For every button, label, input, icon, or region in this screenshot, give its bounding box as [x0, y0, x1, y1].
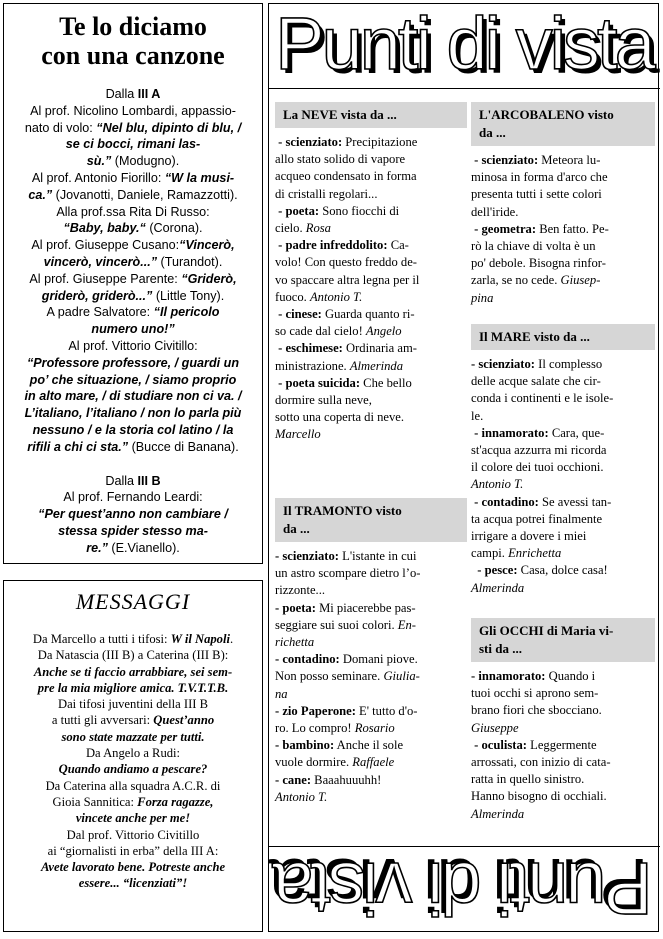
- snow-section: [275, 102, 467, 444]
- message-line: Da Caterina alla squadra A.C.R. di: [45, 778, 221, 793]
- message-line: Quando andiamo a pescare?: [58, 762, 208, 777]
- dedication-line: Al prof. Nicolino Lombardi, appassio-: [30, 103, 236, 118]
- dedication-line: Al prof. Antonio Fiorillo: “W la musi-: [31, 170, 235, 185]
- entry-line: po' debole. Bisogna rinfor-: [471, 256, 606, 271]
- entry-line: Almerinda: [471, 806, 525, 821]
- entry-line: tuoi occhi si aprono sem-: [471, 686, 599, 701]
- class-heading: Dalla III B: [105, 473, 161, 488]
- entry-line: na: [275, 686, 288, 701]
- dedication-line: Alla prof.ssa Rita Di Russo:: [56, 204, 210, 219]
- dedication-line: se ci bocci, rimani las-: [65, 137, 201, 152]
- title-line: con una canzone: [41, 41, 225, 70]
- entry: - poeta suicida: Che bello: [278, 375, 412, 390]
- entry-line: minosa in forma d'arco che: [471, 170, 608, 185]
- dedication-line: Al prof. Giuseppe Parente: “Griderò,: [29, 271, 237, 286]
- dedication-line: rifili a chi ci sta.” (Bucce di Banana).: [27, 439, 239, 454]
- entry-line: campi. Enrichetta: [471, 546, 562, 561]
- eyes-section: [471, 618, 655, 823]
- messages-list: [10, 631, 256, 892]
- entry-line: vo spaccare altra legna per il: [275, 272, 420, 287]
- entry-line: di cristalli regolari...: [275, 186, 378, 201]
- dedication-line: po’ che situazione, / siamo proprio: [29, 372, 237, 387]
- message-line: essere... “licenziati”!: [78, 876, 188, 891]
- entry-line: pina: [471, 290, 494, 305]
- entry-line: zarla, se no cede. Giusep-: [471, 273, 601, 288]
- entry: - eschimese: Ordinaria am-: [278, 341, 417, 356]
- entry-line: allo stato solido di vapore: [275, 152, 406, 167]
- entry-line: seggiare sui suoi colori. En-: [275, 617, 416, 632]
- message-line: Dai tifosi juventini della III B: [57, 697, 209, 712]
- entry: - scienziato: L'istante in cui: [275, 549, 417, 563]
- entry: - cane: Baaahuuuhh!: [275, 772, 382, 787]
- section-header: Il TRAMONTO visto da ...: [275, 498, 467, 542]
- section-header: L'ARCOBALENO visto da ...: [471, 102, 655, 146]
- entry-line: Almerinda: [471, 580, 525, 595]
- dedication-line: L’italiano, l’italiano / non lo parla più: [24, 406, 242, 421]
- entry-line: conda i continenti e le isole-: [471, 391, 614, 406]
- message-line: Gioia Sannitica: Forza ragazze,: [52, 794, 214, 809]
- entry: - padre infreddolito: Ca-: [278, 238, 409, 253]
- entry: - cinese: Guarda quanto ri-: [278, 307, 415, 322]
- message-line: Avete lavorato bene. Potreste anche: [40, 860, 226, 875]
- message-line: Anche se ti faccio arrabbiare, sei sem-: [33, 664, 233, 679]
- entry: - innamorato: Quando i: [471, 669, 596, 683]
- sea-section: [471, 324, 655, 597]
- dedication-line: Al prof. Vittorio Civitillo:: [68, 338, 198, 353]
- entry-line: dormire sulla neve,: [275, 393, 372, 408]
- dedication-line: in alto mare, / di studiare non ci va. /: [24, 389, 242, 404]
- entry-line: Marcello: [275, 427, 321, 442]
- entry-line: Giuseppe: [471, 720, 519, 735]
- section-header: Gli OCCHI di Maria vi- sti da ...: [471, 618, 655, 662]
- message-line: Dal prof. Vittorio Civitillo: [66, 827, 200, 842]
- entry-line: ro. Lo compro! Rosario: [275, 721, 395, 736]
- entry-line: Hanno bisogno di occhiali.: [471, 789, 607, 804]
- song-dedications-box: [3, 3, 263, 564]
- sunset-section: [275, 498, 467, 806]
- entry-line: ratta in quello sinistro.: [471, 772, 585, 787]
- dedication-line: A padre Salvatore: “Il pericolo: [46, 305, 220, 320]
- entry: - poeta: Mi piacerebbe pas-: [275, 600, 416, 615]
- entry-line: acqueo condensato in forma: [275, 169, 417, 184]
- dedication-line: “Per quest’anno non cambiare /: [38, 507, 228, 522]
- message-line: pre la mia migliore amica. T.V.T.T.B.: [37, 680, 229, 695]
- dedication-line: griderò, griderò...” (Little Tony).: [41, 288, 225, 303]
- entry: - pesce: Casa, dolce casa!: [477, 563, 608, 578]
- section-header: Il MARE visto da ...: [471, 324, 655, 350]
- points-of-view-panel: [268, 3, 659, 932]
- entry-line: volo! Con questo freddo de-: [275, 255, 417, 270]
- footer-banner-inverted: Punti di vista: [275, 847, 653, 930]
- dedication-line: vincerò, vincerò...” (Turandot).: [43, 254, 223, 269]
- entry-line: fuoco. Antonio T.: [275, 289, 363, 304]
- entry-line: Non posso seminare. Giulia-: [275, 669, 420, 684]
- dedication-line: nessuno / e la storia col latino / la: [32, 422, 234, 437]
- message-line: a tutti gli avversari: Quest’anno: [51, 713, 215, 728]
- entry: - poeta: Sono fiocchi di: [278, 203, 400, 218]
- entry: - contadino: Domani piove.: [275, 652, 418, 667]
- dedication-line: re.” (E.Vianello).: [86, 540, 180, 555]
- entry-line: presenta tutti i sette colori: [471, 187, 602, 202]
- entry-line: rizzonte...: [275, 583, 325, 598]
- entry: - oculista: Leggermente: [474, 737, 597, 752]
- entry: - bambino: Anche il sole: [275, 738, 404, 753]
- entry-line: brano fiori che sbocciano.: [471, 703, 602, 718]
- entry: - scienziato: Precipitazione: [278, 135, 418, 149]
- dedication-line: “Professore professore, / guardi un: [26, 355, 240, 370]
- entry-line: le.: [471, 408, 484, 423]
- entry-line: Antonio T.: [275, 789, 328, 804]
- dedication-line: stessa spider stesso ma-: [58, 523, 208, 538]
- title-line: Te lo diciamo: [59, 12, 207, 41]
- entry-line: vuole dormire. Raffaele: [275, 755, 395, 770]
- class-heading: Dalla III A: [105, 87, 161, 101]
- messages-title: MESSAGGI: [75, 589, 191, 614]
- message-line: Da Natascia (III B) a Caterina (III B):: [37, 648, 229, 663]
- entry-line: ta acqua potrei finalmente: [471, 511, 603, 526]
- dedications-list: [10, 86, 256, 557]
- entry: - zio Paperone: E' tutto d'o-: [275, 703, 418, 718]
- entry-line: cielo. Rosa: [275, 221, 331, 236]
- rainbow-section: [471, 102, 655, 307]
- message-line: sono state mazzate per tutti.: [61, 729, 205, 744]
- message-line: vincete anche per me!: [75, 811, 191, 826]
- entry-line: st'acqua azzurra mi ricorda: [471, 443, 607, 458]
- dedication-line: numero uno!”: [91, 322, 175, 337]
- dedication-line: Al prof. Fernando Leardi:: [63, 490, 203, 505]
- song-box-title: [10, 12, 256, 70]
- message-line: Da Angelo a Rudi:: [85, 746, 181, 761]
- dedication-line: ca.” (Jovanotti, Daniele, Ramazzotti).: [28, 187, 238, 202]
- entry-line: irrigare a dovere i miei: [471, 529, 587, 544]
- dedication-line: sù.” (Modugno).: [86, 154, 180, 169]
- messages-box: [3, 580, 263, 932]
- dedication-line: Al prof. Giuseppe Cusano:“Vincerò,: [31, 238, 235, 253]
- entry-line: dell'iride.: [471, 204, 519, 219]
- entry-line: richetta: [275, 635, 315, 650]
- entry-line: un astro scompare dietro l’o-: [275, 566, 421, 581]
- dedication-line: nato di volo: “Nel blu, dipinto di blu, /: [24, 120, 242, 135]
- entry-line: sotto una coperta di neve.: [275, 410, 405, 425]
- entry-line: arrossati, con inizio di cata-: [471, 755, 611, 770]
- entry: - scienziato: Il complesso: [471, 357, 603, 371]
- entry-line: so cade dal cielo! Angelo: [275, 324, 402, 339]
- entry: - contadino: Se avessi tan-: [474, 494, 612, 509]
- entry: - innamorato: Cara, que-: [474, 425, 605, 440]
- entry-line: ministrazione. Almerinda: [275, 358, 404, 373]
- message-line: Da Marcello a tutti i tifosi: W il Napoli.: [32, 632, 234, 646]
- entry-line: rò la chiave di volta è un: [471, 239, 596, 254]
- masthead-banner: Punti di vista: [275, 2, 653, 85]
- divider: [269, 88, 660, 89]
- entry-line: Antonio T.: [471, 477, 524, 492]
- entry-line: delle acque salate che cir-: [471, 374, 601, 389]
- message-line: ai “giornalisti in erba” della III A:: [47, 843, 219, 858]
- entry-line: il colore dei tuoi occhioni.: [471, 460, 604, 475]
- entry: - scienziato: Meteora lu-: [474, 153, 601, 167]
- dedication-line: “Baby, baby.“ (Corona).: [63, 221, 203, 236]
- section-header: La NEVE vista da ...: [275, 102, 467, 128]
- entry: - geometra: Ben fatto. Pe-: [474, 221, 609, 236]
